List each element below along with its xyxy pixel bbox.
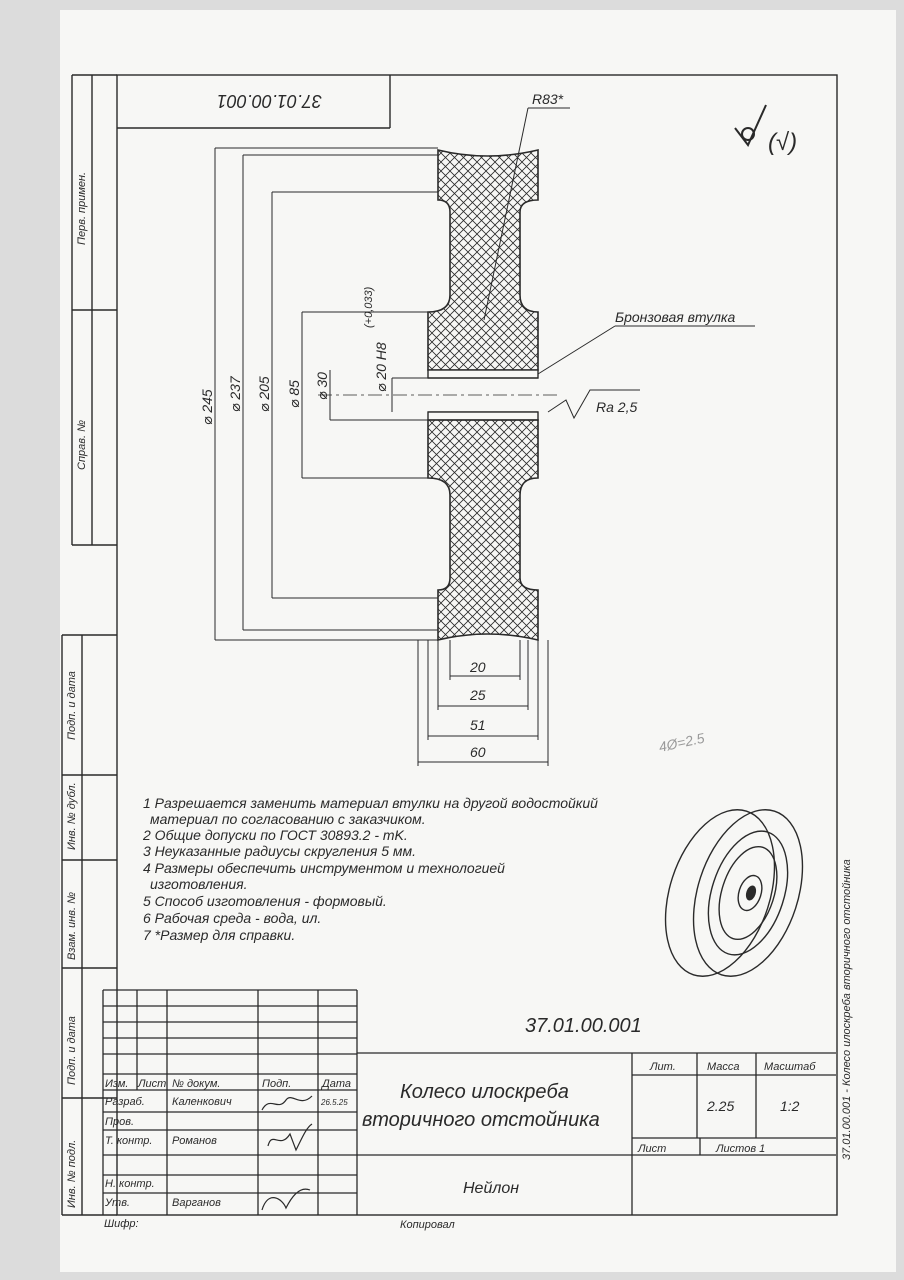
- title-line-2: вторичного отстойника: [362, 1109, 600, 1131]
- dim-d85: ⌀ 85: [286, 380, 302, 408]
- dim-d30: ⌀ 30: [314, 372, 330, 400]
- note-line-1: 1 Разрешается заменить материал втулки на другой водостойкий: [143, 795, 598, 811]
- note-line-6: изготовления.: [150, 876, 248, 892]
- dim-w51: 51: [470, 717, 486, 733]
- dim-d237: ⌀ 237: [227, 376, 243, 412]
- prov-label: Пров.: [105, 1116, 135, 1128]
- razrab-date: 26.5.25: [321, 1098, 348, 1107]
- bronze-sleeve-lower: [428, 412, 538, 420]
- dim-w60: 60: [470, 744, 486, 760]
- handwritten-note: 4Ø=2.5: [657, 729, 706, 755]
- roughness-general: (√): [768, 129, 798, 156]
- perv-primen-label: Перв. примен.: [76, 171, 88, 245]
- note-line-5: 4 Размеры обеспечить инструментом и технологией: [143, 860, 505, 876]
- scale-value: 1:2: [780, 1098, 800, 1114]
- utv-name: Варганов: [172, 1197, 221, 1209]
- material: Нейлон: [463, 1180, 520, 1197]
- razrab-label: Разраб.: [105, 1096, 145, 1108]
- utv-label: Утв.: [105, 1197, 130, 1209]
- title-line-1: Колесо илоскреба: [400, 1081, 569, 1103]
- note-line-8: 6 Рабочая среда - вода, ил.: [143, 910, 322, 926]
- listov-label: Листов 1: [716, 1143, 766, 1155]
- sleeve-label: Бронзовая втулка: [615, 309, 736, 325]
- vzam-inv-label: Взам. инв. №: [66, 891, 78, 960]
- t-kontr-label: Т. контр.: [105, 1135, 153, 1147]
- no-dokum-header: № докум.: [172, 1078, 221, 1090]
- n-kontr-label: Н. контр.: [105, 1178, 155, 1190]
- note-line-9: 7 *Размер для справки.: [143, 927, 296, 943]
- podp-data-label-1: Подп. и дата: [66, 671, 78, 740]
- note-line-4: 3 Неуказанные радиусы скругления 5 мм.: [143, 843, 416, 859]
- podp-data-label-2: Подп. и дата: [66, 1016, 78, 1085]
- razrab-name: Каленкович: [172, 1096, 232, 1108]
- format-label: Шифр:: [104, 1218, 139, 1230]
- list-header: Лист: [138, 1078, 167, 1090]
- masshtab-header: Масштаб: [764, 1061, 816, 1073]
- note-line-7: 5 Способ изготовления - формовый.: [143, 893, 387, 909]
- massa-header: Масса: [707, 1061, 740, 1073]
- mirrored-designation: 37.01.00.001: [216, 91, 322, 111]
- dim-w20: 20: [470, 659, 486, 675]
- side-caption: 37.01.00.001 - Колесо илоскреба вторичного отстойника: [841, 859, 853, 1160]
- inv-dubl-label: Инв. № дубл.: [66, 782, 78, 850]
- bore-roughness: Ra 2,5: [596, 399, 638, 415]
- lit-header: Лит.: [650, 1061, 676, 1073]
- podp-header: Подп.: [262, 1078, 292, 1090]
- t-kontr-name: Романов: [172, 1135, 217, 1147]
- copied-by: Копировал: [400, 1219, 455, 1231]
- dim-d205: ⌀ 205: [256, 376, 272, 412]
- note-line-2: материал по согласованию с заказчиком.: [150, 811, 426, 827]
- data-header: Дата: [322, 1078, 352, 1090]
- dim-w25: 25: [470, 687, 486, 703]
- inv-podl-label: Инв. № подл.: [66, 1139, 78, 1208]
- note-line-3: 2 Общие допуски по ГОСТ 30893.2 - mK.: [143, 827, 408, 843]
- bronze-sleeve-upper: [428, 370, 538, 378]
- dim-d245: ⌀ 245: [199, 389, 215, 425]
- radius-label: R83*: [532, 91, 564, 107]
- izm-header: Изм.: [105, 1078, 129, 1090]
- sprav-no-label: Справ. №: [76, 420, 88, 470]
- designation: 37.01.00.001: [525, 1015, 642, 1037]
- dim-d20-tolerance: (+0,033): [363, 286, 375, 328]
- mass-value: 2.25: [707, 1098, 735, 1114]
- dim-d20: ⌀ 20 H8: [373, 342, 389, 392]
- list2-label: Лист: [638, 1143, 667, 1155]
